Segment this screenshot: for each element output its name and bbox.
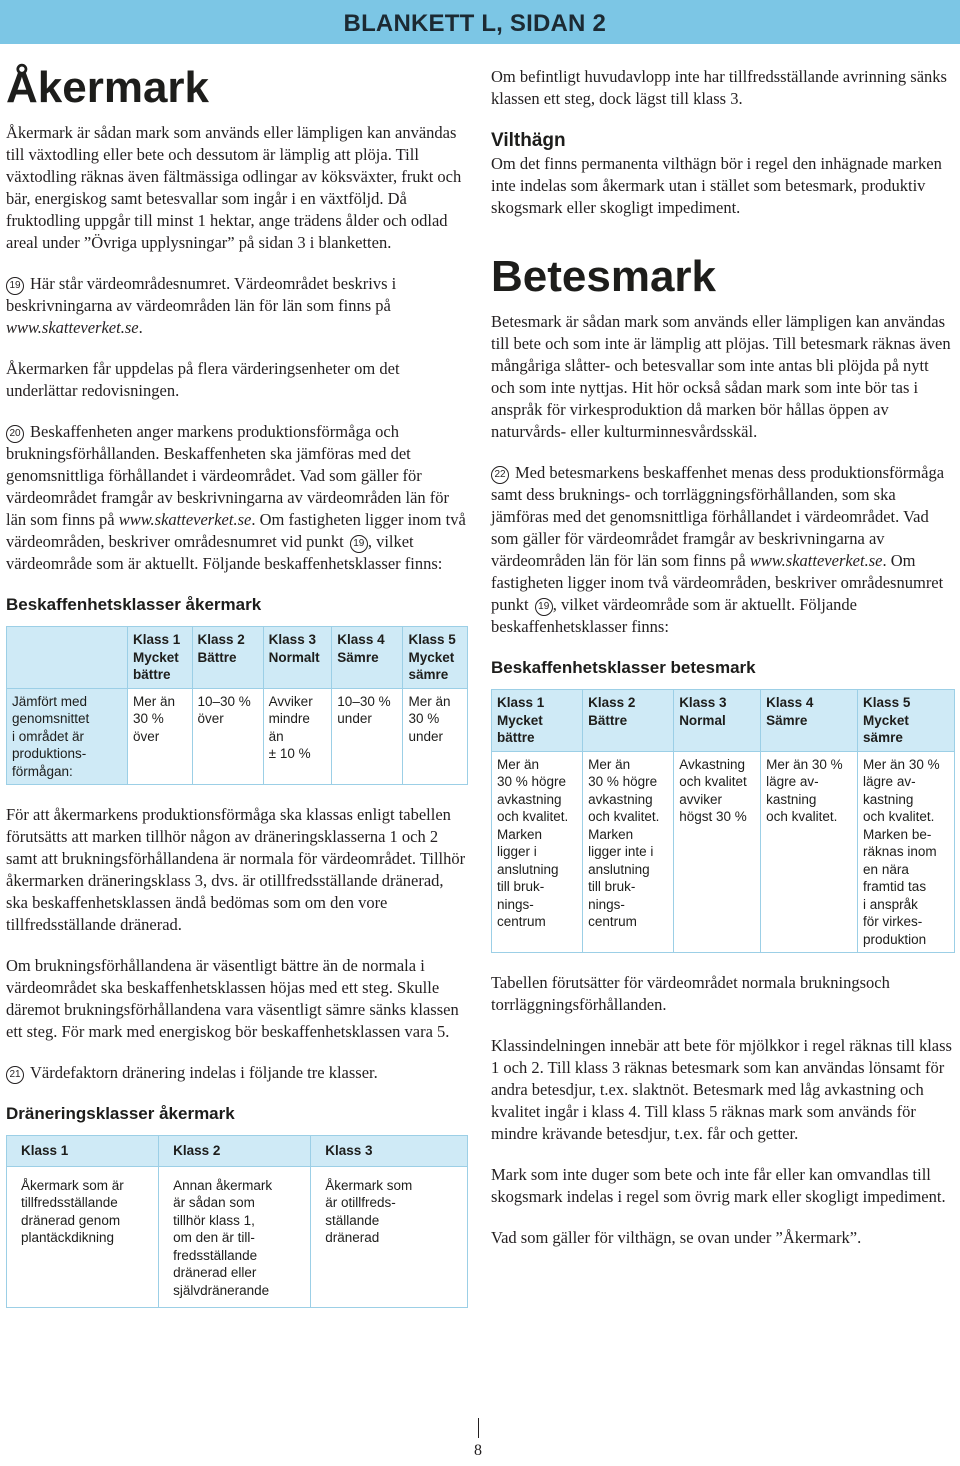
table-header-cell: Klass 5 Mycket sämre [858,690,955,752]
marker-21-icon: 21 [6,1066,24,1084]
table-cell: Avkastning och kvalitet avviker högst 30 % [674,751,761,953]
page-number: 8 [474,1442,482,1459]
table-header-cell: Klass 3 [311,1136,468,1167]
table-cell: 10–30 % under [332,688,403,785]
akermark-intro: Åkermark är sådan mark som används eller lämpligen kan användas till växtodling eller bete och dessutom är lämplig att plöja. Till växtodling räknas även fältmässiga odlingar av köksväxter, frukt och bär, energiskog samt betesvallar som ingår i en växtföljd. Då fruktodling uppgår till minst 1 hektar, ange trädens ålder och odlad areal under ”Övriga upplysningar” på sidan 3 i blanketten. [6,123,462,252]
footer-divider [478,1418,479,1438]
table-header-row [7,627,468,689]
marker-19-icon: 19 [6,277,24,295]
table-row [7,688,468,785]
table-cell: Åkermark som är tillfredsställande dränerad genom plantäckdikning [7,1166,159,1308]
table-note-paragraph: Tabellen förutsätter för värdeområdet normala brukningsoch torrläggningsförhållanden. [491,973,890,1014]
marker-20-icon: 20 [6,425,24,443]
table-cell: Mer än 30 % under [403,688,468,785]
table-row-label: Jämfört med genomsnittet i området är produktions- förmågan: [7,688,128,785]
beskaffenhet-akermark-table [6,626,468,785]
table-header-cell: Klass 2 Bättre [192,627,263,689]
table-header-cell: Klass 2 [159,1136,311,1167]
page-header-band [0,0,960,44]
table-header-cell: Klass 1 Mycket bättre [492,690,583,752]
skatteverket-link[interactable]: www.skatteverket.se [6,318,139,337]
table-header-cell: Klass 3 Normal [674,690,761,752]
units-paragraph: Åkermarken får uppdelas på flera värderingsenheter om det underlättar redovisningen. [6,359,400,400]
table-header-cell: Klass 4 Sämre [761,690,858,752]
table-cell: 10–30 % över [192,688,263,785]
table-cell: Mer än 30 % högre avkastning och kvalitet. Marken ligger inte i anslutning till bruk- nings- centrum [583,751,674,953]
vilthagn-reference-paragraph: Vad som gäller för vilthägn, se ovan under ”Åkermark”. [491,1228,862,1247]
right-column [491,66,953,1249]
table-header-cell: Klass 1 Mycket bättre [128,627,193,689]
table-header-row [492,690,955,752]
skatteverket-link[interactable]: www.skatteverket.se [118,510,252,529]
table-row [7,1166,468,1308]
skatteverket-link[interactable]: www.skatteverket.se [749,551,883,570]
table-header-cell: Klass 2 Bättre [583,690,674,752]
table-title-betesmark-klasser: Beskaffenhetsklasser betesmark [491,658,756,677]
table-cell: Avviker mindre än ± 10 % [263,688,332,785]
dranering-paragraph-1: För att åkermarkens produktionsförmåga ska klassas enligt tabellen förutsätts att marken tillhör någon av dräneringsklasserna 1 och 2 samt att brukningsförhållandena är normala för värdeområdet. Tillhör åkermarken dräneringsklass 3, dvs. är otillfredsställande dränerad, ska beskaffenhetsklassen ändå bedömas som om den vore tillfredsställande dränerad. [6,805,466,934]
beskaffenhet-betesmark-table [491,689,955,953]
dranering-table [6,1135,468,1308]
table-header-cell: Klass 4 Sämre [332,627,403,689]
left-column [6,60,468,1308]
marker-19-ref-icon: 19 [350,535,368,553]
table-header-cell: Klass 3 Normalt [263,627,332,689]
table-title-akermark-klasser: Beskaffenhetsklasser åkermark [6,595,262,614]
table-header-cell: Klass 1 [7,1136,159,1167]
klassindelning-paragraph: Klassindelningen innebär att bete för mjölkkor i regel räknas till klass 1 och 2. Till klass 3 räknas betesmark som kan användas lönsamt för andra betesdjur, t.ex. slaktnöt. Betesmark med låg avkastning och kvalitet ingår i klass 4. Till klass 5 räknas mark som används för mindre krävande betesdjur, t.ex. får och getter. [491,1036,952,1143]
table-cell: Mer än 30 % över [128,688,193,785]
table-row [492,751,955,953]
marker-19-ref-icon: 19 [535,598,553,616]
vilthagn-paragraph: Om det finns permanenta vilthägn bör i regel den inhägnade marken inte indelas som åkermark utan i stället som betesmark, produktiv skogsmark eller skogligt impediment. [491,154,942,217]
table-title-dranering: Dräneringsklasser åkermark [6,1104,235,1123]
paragraph-20: 20 Beskaffenheten anger markens produktionsförmåga och brukningsförhållanden. Beskaffenheten ska jämföras med det genomsnittliga förhållandet i värdeområdet. Vad som gäller för värdeområdet framgår av beskrivningarna av värdeområden län för län som finns på www.skatteverket.se. Om fastigheten ligger inom två värdeområden, beskriver områdesnumret vid punkt 19 , vilket värdeområde som är aktuellt. Följande beskaffenhetsklasser finns: [6,422,466,573]
betesmark-intro: Betesmark är sådan mark som används eller lämpligen kan användas till bete och som inte är lämplig att plöjas. Till betesmark räknas även mångåriga slåtter- och betesvallar som inte antas bli plöjda på nytt och som inte nyttjas. Hit hör också sådan mark som inte bör tas i anspråk för virkesproduktion då marken bör hållas öppen av naturvårds- eller kulturminnesvårdsskäl. [491,312,951,441]
table-header-cell: Klass 5 Mycket sämre [403,627,468,689]
table-cell: Åkermark som är otillfreds- ställande dränerad [311,1166,468,1308]
vilthagn-heading: Vilthägn [491,130,566,151]
dranering-paragraph-2: Om brukningsförhållandena är väsentligt bättre än de normala i värdeområdet ska beskaffenhetsklassen höjas med ett steg. Skulle däremot brukningsförhållandena vara väsentligt sämre sänks klassen ett steg. För mark med energiskog bör beskaffenhetsklassen vara 5. [6,956,459,1041]
skogsmark-paragraph: Mark som inte duger som bete och inte får eller kan omvandlas till skogsmark indelas i regel som övrig mark eller skogligt impediment. [491,1165,946,1206]
table-corner-cell [7,627,128,689]
section-title-akermark: Åkermark [6,63,210,112]
page-footer [0,1418,960,1466]
form-page-label: BLANKETT L, SIDAN 2 [343,10,606,37]
table-cell: Mer än 30 % högre avkastning och kvalitet. Marken ligger i anslutning till bruk- nings- centrum [492,751,583,953]
table-header-row [7,1136,468,1167]
section-title-betesmark: Betesmark [491,252,717,301]
table-cell: Mer än 30 % lägre av- kastning och kvalitet. Marken be- räknas inom en nära framtid tas i anspråk för virkes- produktion [858,751,955,953]
table-cell: Mer än 30 % lägre av- kastning och kvalitet. [761,751,858,953]
table-cell: Annan åkermark är sådan som tillhör klass 1, om den är till- fredsställande dränerad eller självdränerande [159,1166,311,1308]
huvudavlopp-paragraph: Om befintligt huvudavlopp inte har tillfredsställande avrinning sänks klassen ett steg, dock lägst till klass 3. [491,67,947,108]
paragraph-22: 22 Med betesmarkens beskaffenhet menas dess produktionsförmåga samt dess bruknings- och torrläggningsförhållanden, som ska jämföras med det genomsnittliga förhållandet i värdeområdet. Vad som gäller för värdeområdet framgår av beskrivningarna av värdeområden län för län som finns på www.skatteverket.se. Om fastigheten ligger inom två värdeområden, beskriver områdesnumret punkt 19 , vilket värdeområde som är aktuellt. Följande beskaffenhetsklasser finns: [491,463,945,636]
paragraph-19: 19 Här står värdeområdesnumret. Värdeområdet beskrivs i beskrivningarna av värdeområden län för län som finns på www.skatteverket.se. [6,274,397,337]
paragraph-21: 21 Värdefaktorn dränering indelas i följande tre klasser. [6,1062,468,1084]
marker-22-icon: 22 [491,466,509,484]
